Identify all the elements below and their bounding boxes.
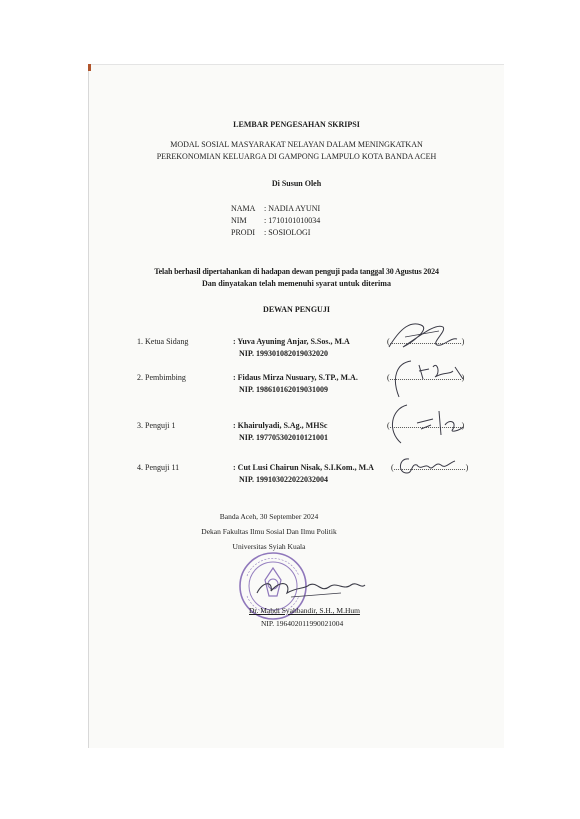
examiner-3-role: 3. Penguji 1 bbox=[137, 421, 176, 430]
author-prodi-value: : SOSIOLOGI bbox=[264, 228, 311, 237]
examiner-3-name: : Khairulyadi, S.Ag., MHSc bbox=[233, 421, 328, 430]
dean-nip: NIP. 196402011990021004 bbox=[261, 619, 344, 628]
thesis-title-line-1: MODAL SOSIAL MASYARAKAT NELAYAN DALAM MENINGKATKAN bbox=[170, 140, 423, 149]
author-prodi-label: PRODI bbox=[231, 228, 256, 237]
statement-line-1: Telah berhasil dipertahankan di hadapan dewan penguji pada tanggal 30 Agustus 2024 bbox=[154, 267, 439, 276]
examiner-2-name: : Fidaus Mirza Nusuary, S.TP., M.A. bbox=[233, 373, 358, 382]
institution-name: Universitas Syiah Kuala bbox=[232, 542, 306, 551]
examiner-4-nip: NIP. 199103022022032004 bbox=[239, 475, 329, 484]
document-page bbox=[88, 64, 504, 748]
examiner-4-role: 4. Penguji 11 bbox=[137, 463, 180, 472]
statement-line-2: Dan dinyatakan telah memenuhi syarat untuk diterima bbox=[202, 279, 391, 288]
page-edge-mark bbox=[88, 64, 91, 71]
examiner-1-nip: NIP. 199301082019032020 bbox=[239, 349, 329, 358]
document-title: LEMBAR PENGESAHAN SKRIPSI bbox=[233, 120, 360, 129]
examiner-3-nip: NIP. 197705302010121001 bbox=[239, 433, 329, 442]
prepared-by: Di Susun Oleh bbox=[271, 179, 322, 188]
examiner-4-signature-line: (....................................) bbox=[391, 463, 469, 472]
examiner-2-role: 2. Pembimbing bbox=[137, 373, 186, 382]
dean-name: Dr. Mahdi Syahbandir, S.H., M.Hum bbox=[249, 606, 360, 615]
signature-examiner-2 bbox=[389, 357, 469, 406]
examiner-1-role: 1. Ketua Sidang bbox=[137, 337, 189, 346]
author-name-label: NAMA bbox=[231, 204, 256, 213]
examiner-4-name: : Cut Lusi Chairun Nisak, S.I.Kom., M.A bbox=[233, 463, 374, 472]
signature-examiner-1 bbox=[381, 317, 461, 362]
dean-position: Dekan Fakultas Ilmu Sosial Dan Ilmu Politik bbox=[201, 527, 337, 536]
examiner-2-signature-line: (....................................) bbox=[387, 373, 465, 382]
examiner-3-signature-line: (....................................) bbox=[387, 421, 465, 430]
examiner-1-name: : Yuva Ayuning Anjar, S.Sos., M.A bbox=[233, 337, 350, 346]
thesis-title-line-2: PEREKONOMIAN KELUARGA DI GAMPONG LAMPULO KOTA BANDA ACEH bbox=[156, 152, 437, 161]
author-nim-value: : 1710101010034 bbox=[264, 216, 321, 225]
board-heading: DEWAN PENGUJI bbox=[263, 305, 330, 314]
examiner-1-signature-line: (....................................) bbox=[387, 337, 465, 346]
signature-examiner-4 bbox=[395, 451, 465, 486]
examiner-2-nip: NIP. 198610162019031009 bbox=[239, 385, 329, 394]
author-nim-label: NIM bbox=[231, 216, 247, 225]
place-and-date: Banda Aceh, 30 September 2024 bbox=[219, 512, 319, 521]
signature-dean bbox=[251, 571, 371, 610]
signature-examiner-3 bbox=[387, 401, 467, 450]
author-name-value: : NADIA AYUNI bbox=[264, 204, 321, 213]
